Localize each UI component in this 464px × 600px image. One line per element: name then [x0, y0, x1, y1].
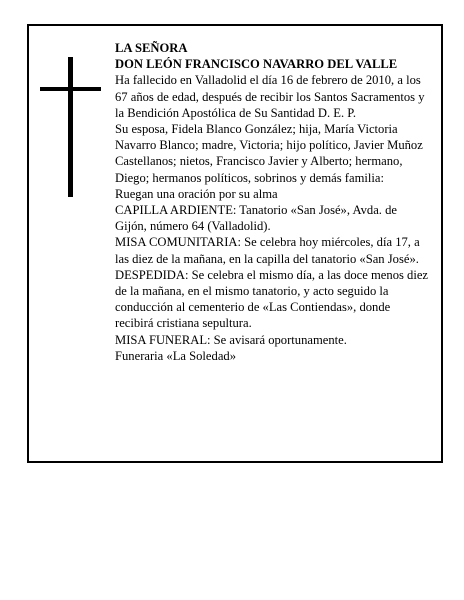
family-list: Su esposa, Fidela Blanco González; hija, María Victoria Navarro Blanco; madre, Victoria; hijo político, Javier Muñoz Castellanos; nietos, Francisco Javier y Alberto; hermano, Diego; hermanos políticos, sobrinos y demás familia:	[115, 122, 423, 185]
cross-horizontal-bar	[40, 87, 101, 91]
cross-vertical-bar	[68, 57, 73, 197]
funeral-home: Funeraria «La Soledad»	[115, 348, 236, 363]
deceased-name: DON LEÓN FRANCISCO NAVARRO DEL VALLE	[115, 57, 398, 72]
notice-title-line-1: LA SEÑORA	[115, 41, 188, 55]
chapel-info: CAPILLA ARDIENTE: Tanatorio «San José», Avda. de Gijón, número 64 (Valladolid).	[115, 203, 397, 234]
death-statement: Ha fallecido en Valladolid el día 16 de febrero de 2010, a los 67 años de edad, después de recibir los Santos Sacramentos y la Bendición Apostólica de Su Santidad D. E. P.	[115, 73, 425, 120]
community-mass-info: MISA COMUNITARIA: Se celebra hoy miércoles, día 17, a las diez de la mañana, en la capilla del tanatorio «San José».	[115, 235, 420, 266]
obituary-notice	[27, 24, 443, 463]
notice-text	[115, 40, 431, 364]
funeral-mass-info: MISA FUNERAL: Se avisará oportunamente.	[115, 332, 347, 347]
prayer-request: Ruegan una oración por su alma	[115, 186, 278, 201]
farewell-info: DESPEDIDA: Se celebra el mismo día, a las doce menos diez de la mañana, en el mismo tanatorio, y acto seguido la conducción al cementerio de «Las Contiendas», donde recibirá cristiana sepultura.	[115, 267, 429, 331]
